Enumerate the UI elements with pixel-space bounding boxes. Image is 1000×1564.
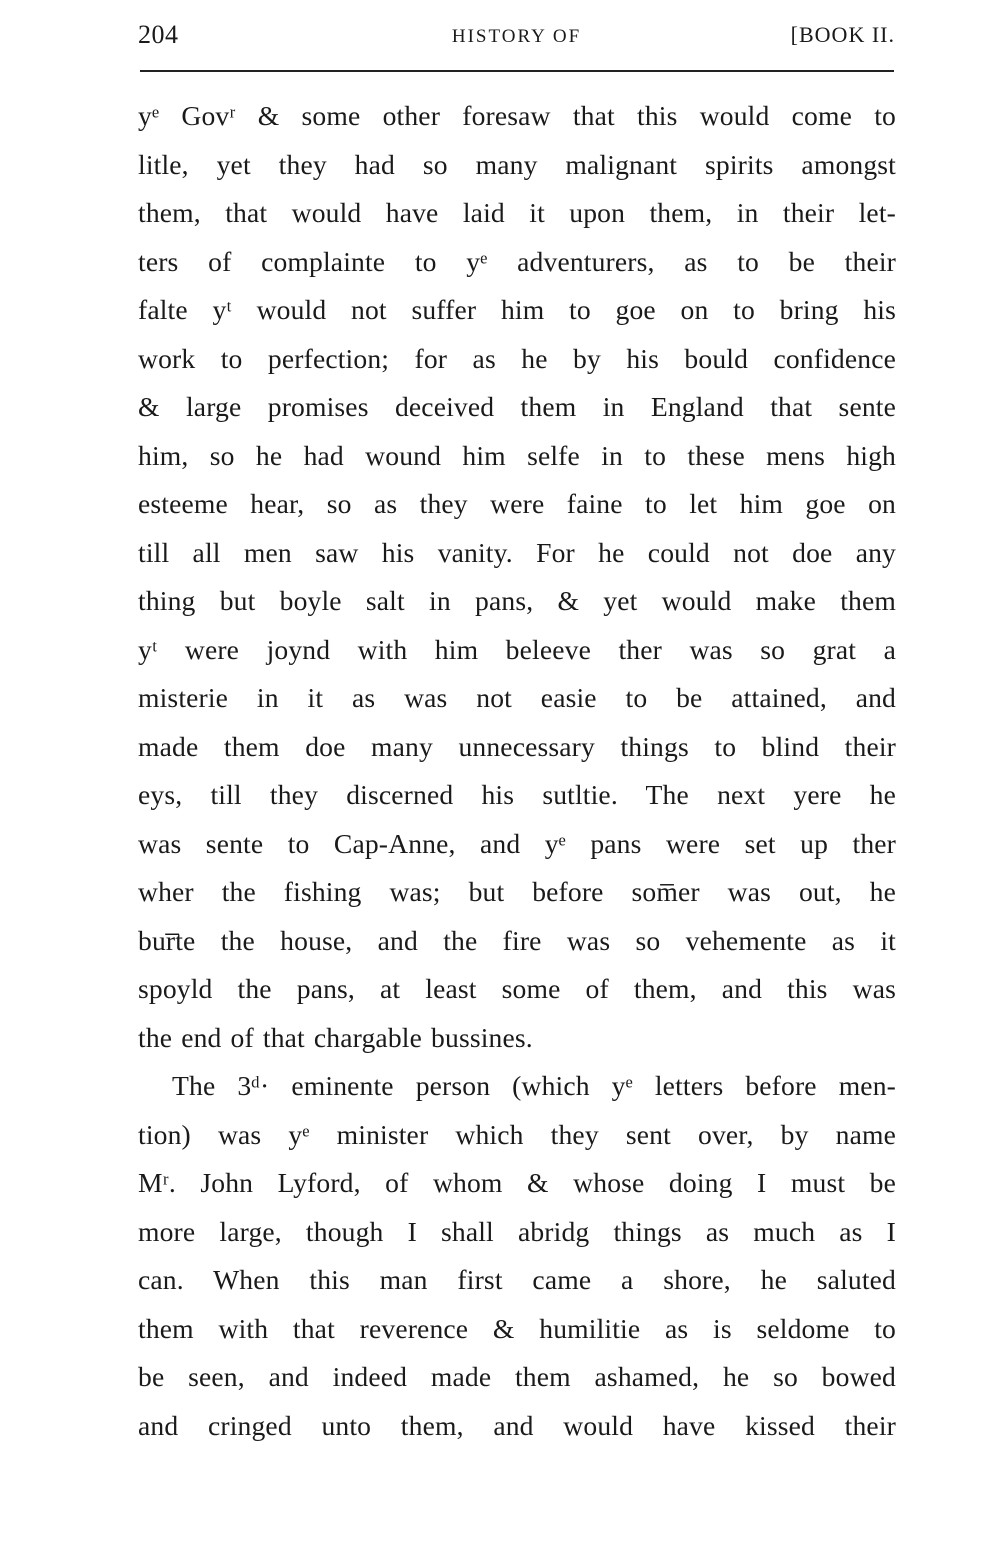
text-line: wher the fishing was; but before som̅er was out, he xyxy=(138,876,896,907)
body-text xyxy=(138,92,896,1450)
paragraph-start-line: The 3ᵈ· eminente person (which yᵉ letters before men- xyxy=(172,1070,896,1101)
text-line: till all men saw his vanity. For he could not doe any xyxy=(138,536,896,568)
book-label: [BOOK II. xyxy=(790,22,895,47)
text-line: be seen, and indeed made them ashamed, he so bowed xyxy=(138,1361,896,1392)
text-line: yᵉ Govʳ & some other foresaw that this would come to xyxy=(138,100,896,131)
text-line: misterie in it as was not easie to be attained, and xyxy=(138,682,896,713)
text-line: them, that would have laid it upon them, in their let- xyxy=(138,197,896,228)
text-line: yᵗ were joynd with him beleeve ther was so grat a xyxy=(138,633,896,665)
page-header xyxy=(138,20,895,54)
text-line: was sente to Cap-Anne, and yᵉ pans were set up ther xyxy=(138,827,896,859)
text-line: and cringed unto them, and would have kissed their xyxy=(138,1409,896,1441)
text-line: made them doe many unnecessary things to blind their xyxy=(138,730,896,762)
text-line: ters of complainte to yᵉ adventurers, as to be their xyxy=(138,245,896,277)
paragraph-end-line: the end of that chargable bussines. xyxy=(138,1021,533,1053)
text-line: tion) was yᵉ minister which they sent over, by name xyxy=(138,1118,896,1150)
text-line: work to perfection; for as he by his bould confidence xyxy=(138,342,896,374)
text-line: can. When this man first came a shore, he saluted xyxy=(138,1264,896,1295)
text-line: litle, yet they had so many malignant spirits amongst xyxy=(138,148,896,180)
text-line: more large, though I shall abridg things as much as I xyxy=(138,1215,896,1247)
page-number: 204 xyxy=(138,20,179,49)
text-line: esteeme hear, so as they were faine to let him goe on xyxy=(138,488,896,519)
text-line: them with that reverence & humilitie as is seldome to xyxy=(138,1312,896,1344)
running-title: HISTORY OF xyxy=(451,26,582,47)
text-line: Mʳ. John Lyford, of whom & whose doing I must be xyxy=(138,1167,896,1198)
text-line: spoyld the pans, at least some of them, and this was xyxy=(138,973,896,1004)
text-line: him, so he had wound him selfe in to these mens high xyxy=(138,439,896,471)
text-line: eys, till they discerned his sutltie. The next yere he xyxy=(138,779,896,810)
text-line: bur̅te the house, and the fire was so vehemente as it xyxy=(138,924,896,956)
text-line: falte yᵗ would not suffer him to goe on to bring his xyxy=(138,294,896,325)
text-line: & large promises deceived them in England that sente xyxy=(138,391,896,422)
text-line: thing but boyle salt in pans, & yet would make them xyxy=(138,585,896,616)
header-rule xyxy=(140,70,894,72)
